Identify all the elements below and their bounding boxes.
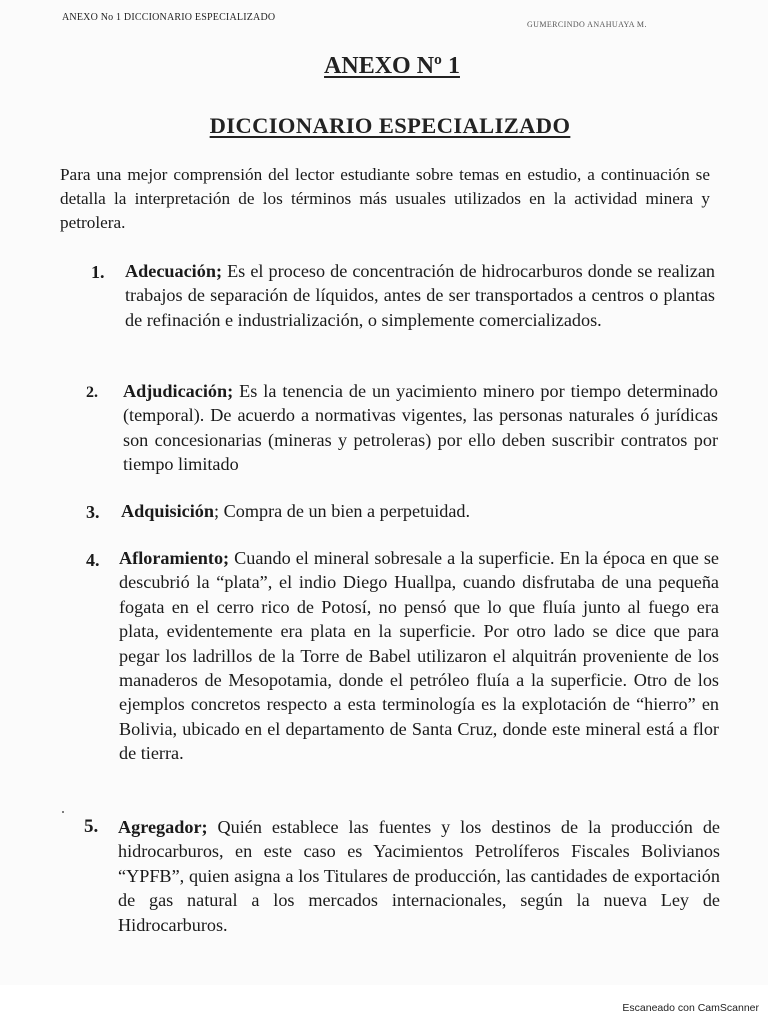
entry-definition: Quién establece las fuentes y los destinos de la producción de hidrocarburos, en este caso es Yacimientos Petrolíferos Fiscales Bolivianos “YPFB”, quien asigna a los Titulares de producción, las cantidades de exportación de gas natural a los mercados internacionales, según la nueva Ley de Hidrocarburos. — [118, 817, 720, 935]
entry-term: Adjudicación; — [123, 381, 234, 401]
entry-term: Afloramiento; — [119, 548, 230, 568]
entry-definition: ; Compra de un bien a perpetuidad. — [214, 501, 471, 521]
entry-definition: Es la tenencia de un yacimiento minero por tiempo determinado (temporal). De acuerdo a normativas vigentes, las personas naturales ó jurídicas son concesionarias (mineras y petroleras) por ello deben suscribir contratos por tiempo limitado — [123, 381, 718, 475]
item-number: 2. — [86, 384, 98, 401]
dictionary-entry — [118, 815, 720, 937]
dictionary-title: DICCIONARIO ESPECIALIZADO — [209, 113, 571, 138]
item-number: 1. — [91, 262, 105, 282]
entry-term: Agregador; — [118, 817, 208, 837]
entry-term: Adquisición — [121, 501, 214, 521]
dictionary-entry — [125, 259, 715, 332]
entry-definition: Cuando el mineral sobresale a la superficie. En la época en que se descubrió la “plata”, el indio Diego Huallpa, cuando disfrutaba de una pequeña fogata en el cerro rico de Potosí, no pensó que lo que fluía junto al fuego era plata, evidentemente era plata en la superficie. Por otro lado se dice que para pegar los ladrillos de la Torre de Babel utilizaron el alquitrán proveniente de los manaderos de Mesopotamia, donde el petróleo fluía a la superficie. Otro de los ejemplos concretos respecto a esta terminología es la explotación de “hierro” en Bolivia, ubicado en el departamento de Santa Cruz, donde este mineral está a flor de tierra. — [119, 548, 719, 764]
entry-definition: Es el proceso de concentración de hidrocarburos donde se realizan trabajos de separación de líquidos, antes de ser transportados a centros o plantas de refinación e industrialización, o simplemente comercializados. — [125, 261, 715, 330]
annex-title: ANEXO Nº 1 — [324, 53, 460, 79]
dictionary-entry — [123, 379, 718, 477]
item-number: 3. — [86, 502, 100, 522]
item-number: 5. — [84, 816, 99, 837]
entry-term: Adecuación; — [125, 261, 222, 281]
scan-speck — [62, 811, 64, 813]
item-number: 4. — [86, 550, 100, 570]
running-header-left: ANEXO No 1 DICCIONARIO ESPECIALIZADO — [62, 12, 276, 23]
intro-paragraph: Para una mejor comprensión del lector estudiante sobre temas en estudio, a continuación se detalla la interpretación de los términos más usuales utilizados en la actividad minera y petrolera. — [60, 165, 710, 232]
scanner-watermark: Escaneado con CamScanner — [622, 1002, 759, 1014]
dictionary-entry — [121, 499, 721, 523]
dictionary-entry — [119, 546, 719, 766]
running-header-right: GUMERCINDO ANAHUAYA M. — [527, 20, 647, 29]
